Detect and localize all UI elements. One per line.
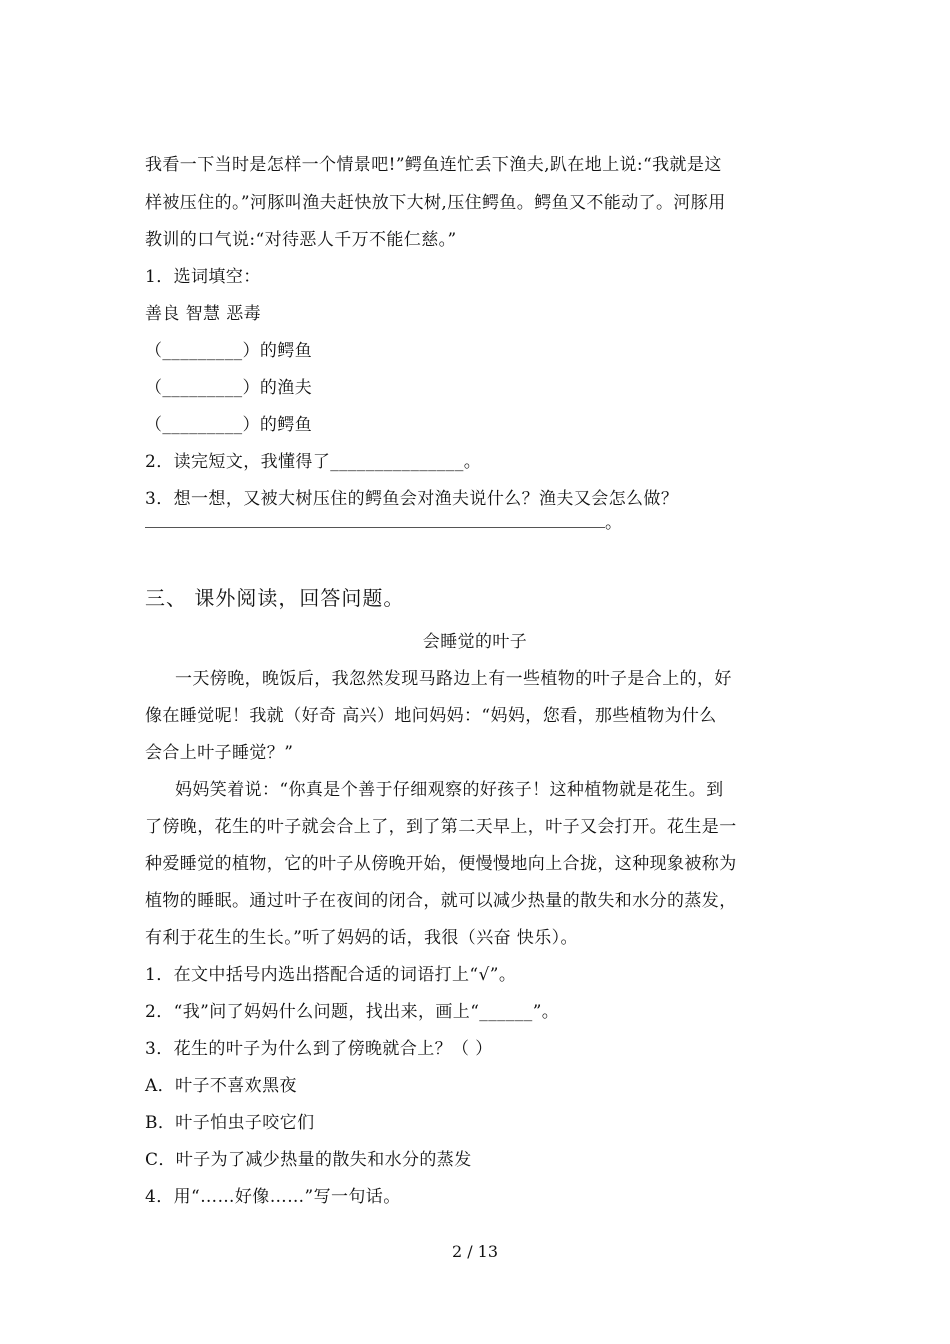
article-line: 会合上叶子睡觉？”	[145, 743, 294, 763]
option-c: C．叶子为了减少热量的散失和水分的蒸发	[145, 1150, 472, 1170]
page-number: 2 / 13	[451, 1242, 499, 1261]
fill-blank-line: （_________）的鳄鱼	[145, 415, 313, 435]
reading-question: 2．“我”问了妈妈什么问题，找出来，画上“______”。	[145, 1002, 560, 1022]
fill-blank-line: （_________）的鳄鱼	[145, 341, 313, 361]
option-b: B．叶子怕虫子咬它们	[145, 1113, 315, 1133]
article-line: 有利于花生的生长。”听了妈妈的话，我很（兴奋 快乐）。	[145, 928, 578, 948]
word-choices: 善良 智慧 恶毒	[145, 304, 262, 324]
reading-question: 1．在文中括号内选出搭配合适的词语打上“√”。	[145, 965, 517, 985]
passage-line: 我看一下当时是怎样一个情景吧!”鳄鱼连忙丢下渔夫,趴在地上说:“我就是这	[145, 155, 722, 175]
answer-line	[145, 508, 622, 533]
article-line: 像在睡觉呢！我就（好奇 高兴）地问妈妈：“妈妈，您看，那些植物为什么	[145, 706, 717, 726]
passage-line: 教训的口气说:“对待恶人千万不能仁慈。”	[145, 230, 457, 250]
article-line: 种爱睡觉的植物，它的叶子从傍晚开始，便慢慢地向上合拢，这种现象被称为	[145, 854, 737, 874]
answer-end: 。	[605, 513, 623, 533]
question-1-title: 1．选词填空：	[145, 267, 261, 287]
reading-question: 4．用“……好像……”写一句话。	[145, 1187, 401, 1207]
question-2: 2．读完短文，我懂得了_______________。	[145, 452, 482, 472]
section-heading: 三、 课外阅读，回答问题。	[145, 586, 405, 610]
fill-blank-line: （_________）的渔夫	[145, 378, 313, 398]
article-line: 妈妈笑着说：“你真是个善于仔细观察的好孩子！这种植物就是花生。到	[175, 780, 724, 800]
question-3: 3．想一想，又被大树压住的鳄鱼会对渔夫说什么？渔夫又会怎么做？	[145, 489, 679, 509]
option-a: A．叶子不喜欢黑夜	[145, 1076, 297, 1096]
reading-question: 3．花生的叶子为什么到了傍晚就合上？（ ）	[145, 1039, 493, 1059]
article-title: 会睡觉的叶子	[422, 632, 528, 652]
passage-line: 样被压住的。”河豚叫渔夫赶快放下大树,压住鳄鱼。鳄鱼又不能动了。河豚用	[145, 193, 726, 213]
article-line: 一天傍晚，晚饭后，我忽然发现马路边上有一些植物的叶子是合上的，好	[175, 669, 732, 689]
answer-rule	[145, 513, 605, 528]
article-line: 植物的睡眠。通过叶子在夜间的闭合，就可以减少热量的散失和水分的蒸发，	[145, 891, 737, 911]
article-line: 了傍晚，花生的叶子就会合上了，到了第二天早上，叶子又会打开。花生是一	[145, 817, 737, 837]
